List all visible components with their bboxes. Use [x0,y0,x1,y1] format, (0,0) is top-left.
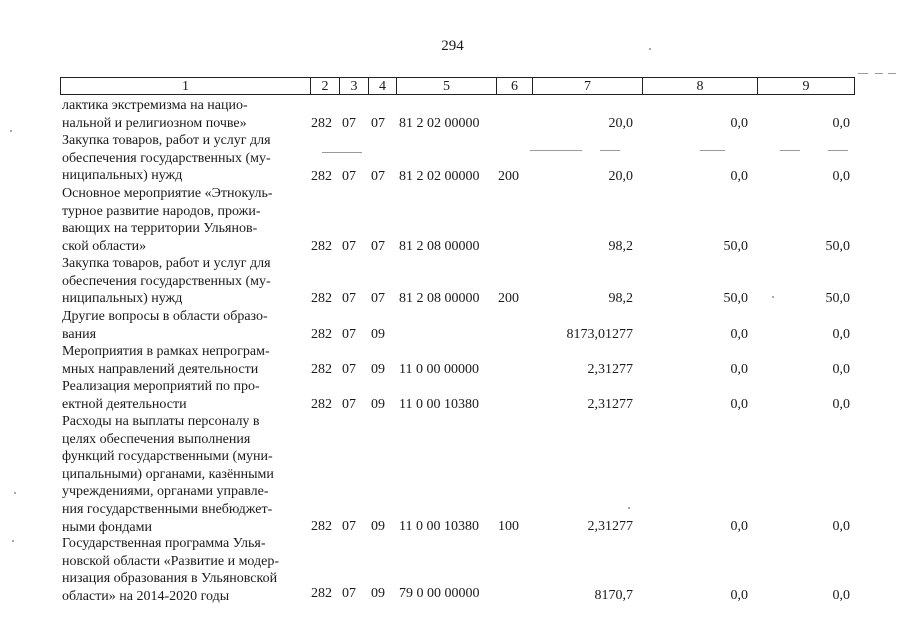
row-description [62,185,298,255]
cell-col-3: 07 [342,239,356,254]
row-description [62,308,298,343]
description-line: Закупка товаров, работ и услуг для [62,133,271,148]
description-line: целях обеспечения выполнения [62,431,251,447]
description-line: лактика экстремизма на нацио- [62,98,248,113]
cell-col-3: 07 [342,291,356,306]
description-line: ниципальных) нужд [62,291,183,307]
table-row [0,413,905,537]
cell-col-4: 09 [371,519,385,534]
cell-col-7: 8170,7 [594,588,633,603]
scan-artifact [10,130,12,132]
cell-col-8: 50,0 [723,239,748,254]
cell-col-3: 07 [342,586,356,601]
cell-col-9: 0,0 [832,362,850,377]
header-col-8: 8 [696,79,704,94]
cell-col-8: 0,0 [730,588,748,603]
scan-artifact [322,152,362,153]
row-description [62,535,298,605]
cell-col-4: 09 [371,397,385,412]
description-line: обеспечения государственных (му- [62,150,271,166]
description-line: ными фондами [62,519,153,535]
cell-col-2: 282 [311,327,332,342]
header-col-7: 7 [584,79,591,94]
row-description [62,255,298,308]
table-row [0,343,905,379]
cell-col-5: 81 2 02 00000 [399,169,480,184]
cell-col-3: 07 [342,169,356,184]
cell-col-4: 07 [371,116,385,131]
cell-col-8: 0,0 [730,362,748,377]
cell-col-8: 0,0 [730,169,748,184]
cell-col-9: 0,0 [832,327,850,342]
cell-col-8: 0,0 [730,327,748,342]
description-line: турное развитие народов, прожи- [62,203,261,219]
cell-col-7: 20,0 [608,116,633,131]
cell-col-5: 79 0 00 00000 [399,586,480,601]
description-line: ской области» [62,238,147,254]
row-description [62,413,298,536]
description-line: Мероприятия в рамках непрограм- [62,344,270,359]
cell-col-4: 09 [371,362,385,377]
scan-artifact [875,73,883,74]
cell-col-7: 8173,01277 [566,327,633,342]
scan-artifact [600,150,620,151]
description-line: новской области «Развитие и модер- [62,553,280,569]
description-line: учреждениями, органами управле- [62,484,269,500]
cell-col-2: 282 [311,291,332,306]
cell-col-6: 200 [498,291,519,306]
table-row [0,378,905,414]
cell-col-5: 81 2 08 00000 [399,239,480,254]
cell-col-3: 07 [342,362,356,377]
scan-artifact [12,540,14,542]
cell-col-9: 0,0 [832,116,850,131]
table-row [0,535,905,607]
row-description [62,378,298,413]
table-row [0,308,905,344]
cell-col-9: 0,0 [832,588,850,603]
row-description [62,343,298,378]
scan-artifact [700,150,725,151]
description-line: ниципальных) нужд [62,168,183,184]
cell-col-2: 282 [311,169,332,184]
cell-col-5: 11 0 00 00000 [399,362,479,377]
cell-col-4: 07 [371,169,385,184]
cell-col-4: 07 [371,291,385,306]
description-line: ципальными) органами, казёнными [62,466,274,482]
cell-col-4: 09 [371,327,385,342]
cell-col-9: 50,0 [825,291,850,306]
cell-col-2: 282 [311,397,332,412]
scan-artifact [858,73,868,74]
cell-col-8: 50,0 [723,291,748,306]
scan-artifact [828,150,848,151]
description-line: Закупка товаров, работ и услуг для [62,256,271,271]
cell-col-7: 20,0 [608,169,633,184]
cell-col-5: 11 0 00 10380 [399,519,479,534]
scan-artifact [530,150,582,151]
cell-col-2: 282 [311,239,332,254]
table-row [0,185,905,257]
cell-col-7: 98,2 [608,291,633,306]
scan-artifact [14,492,16,494]
cell-col-7: 2,31277 [587,519,633,534]
description-line: нальной и религиозном почве» [62,115,247,131]
cell-col-3: 07 [342,116,356,131]
page-number: 294 [441,38,464,54]
cell-col-8: 0,0 [730,519,748,534]
header-col-1: 1 [182,79,189,94]
header-col-6: 6 [511,79,518,94]
cell-col-2: 282 [311,519,332,534]
header-col-5: 5 [443,79,450,94]
description-line: Реализация мероприятий по про- [62,379,260,394]
description-line: Государственная программа Улья- [62,536,266,551]
cell-col-3: 07 [342,519,356,534]
header-col-2: 2 [321,79,329,94]
scan-artifact [780,150,800,151]
header-col-9: 9 [802,79,810,94]
row-description [62,97,298,132]
cell-col-2: 282 [311,586,332,601]
cell-col-7: 98,2 [608,239,633,254]
cell-col-8: 0,0 [730,116,748,131]
table-header [60,77,855,95]
description-line: Расходы на выплаты персоналу в [62,414,260,429]
table-row [0,132,905,186]
cell-col-7: 2,31277 [587,397,633,412]
description-line: ния государственными внебюджет- [62,501,273,517]
header-col-3: 3 [350,79,358,94]
cell-col-3: 07 [342,327,356,342]
cell-col-9: 0,0 [832,169,850,184]
cell-col-9: 0,0 [832,519,850,534]
cell-col-3: 07 [342,397,356,412]
description-line: Основное мероприятие «Этнокуль- [62,186,273,201]
scan-artifact [888,73,896,74]
cell-col-6: 200 [498,169,519,184]
row-description [62,132,298,185]
table-row [0,255,905,309]
cell-col-9: 50,0 [825,239,850,254]
cell-col-9: 0,0 [832,397,850,412]
description-line: вания [62,326,97,342]
scan-artifact [649,48,651,50]
cell-col-2: 282 [311,362,332,377]
description-line: обеспечения государственных (му- [62,273,271,289]
cell-col-2: 282 [311,116,332,131]
description-line: вающих на территории Ульянов- [62,221,258,237]
cell-col-5: 81 2 02 00000 [399,116,480,131]
description-line: Другие вопросы в области образо- [62,309,268,324]
cell-col-4: 07 [371,239,385,254]
description-line: функций государственными (муни- [62,449,273,465]
cell-col-7: 2,31277 [587,362,633,377]
header-col-4: 4 [379,79,386,94]
description-line: низация образования в Ульяновской [62,571,278,587]
cell-col-5: 81 2 08 00000 [399,291,480,306]
description-line: мных направлений деятельности [62,361,259,377]
scan-artifact [772,296,774,298]
description-line: ектной деятельности [62,396,187,412]
table-row [0,97,905,133]
cell-col-5: 11 0 00 10380 [399,397,479,412]
cell-col-8: 0,0 [730,397,748,412]
description-line: области» на 2014-2020 годы [62,588,230,604]
cell-col-6: 100 [498,519,519,534]
cell-col-4: 09 [371,586,385,601]
scan-artifact [628,507,630,509]
